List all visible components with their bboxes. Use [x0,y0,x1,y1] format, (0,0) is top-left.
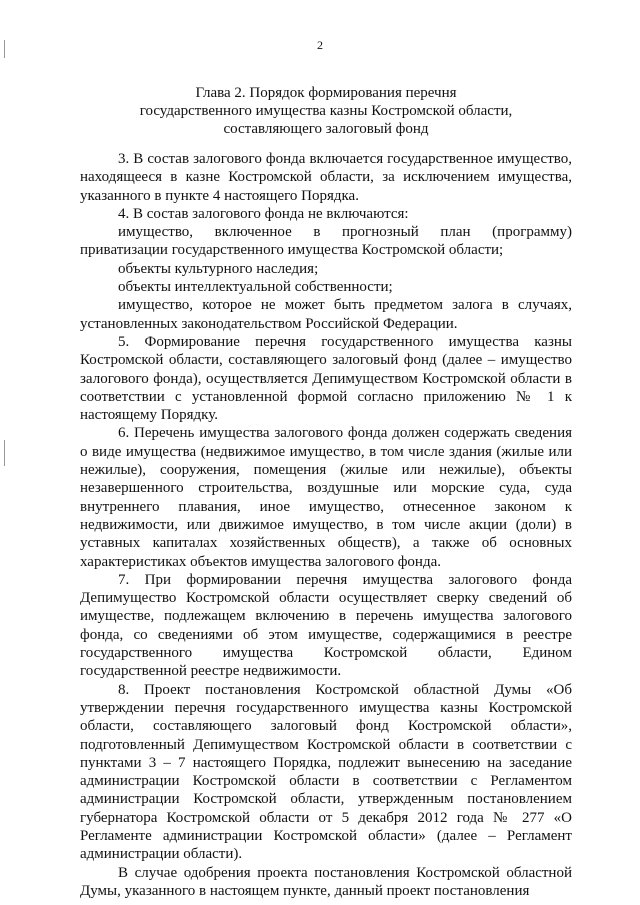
paragraph-item-4: 4. В состав залогового фонда не включаются: [118,205,409,222]
page-number: 2 [317,38,323,52]
paragraph-item-7: 7. При формировании перечня имущества залогового фонда Депимущество Костромской области осуществляет сверку сведений об имуществе, подлежащем включению в перечень имущества залогового фонда, со сведениями об этом имуществе, содержащимися в реестре государственного имущества Костромской области, Едином государственной реестре недвижимости. [80,571,572,680]
paragraph-exclusion-cultural: объекты культурного наследия; [118,260,319,277]
paragraph-item-6: 6. Перечень имущества залогового фонда должен содержать сведения о виде имущества (недвижимое имущество, в том числе здания (жилые или нежилые), сооружения, помещения (жилые или нежилые), объекты незавершенного строительства, воздушные или морские суда, суда внутреннего плавания, иное имущество, отнесенное законом к недвижимости, или движимое имущество, в том числе акции (доли) в уставных капиталах хозяйственных обществ), а также об основных характеристиках объектов имущества залогового фонда. [80,425,572,570]
scan-margin-mark-middle [4,440,5,466]
paragraph-exclusion-privatization: имущество, включенное в прогнозный план (программу) приватизации государственного имущества Костромской области; [80,224,572,259]
paragraph-item-5: 5. Формирование перечня государственного имущества казны Костромской области, составляющего залоговый фонд (далее – имущество залогового фонда), осуществляется Депимуществом Костромской области в соответствии с установленной формой согласно приложению № 1 к настоящему Порядку. [80,333,572,424]
paragraph-item-8: 8. Проект постановления Костромской областной Думы «Об утверждении перечня государственного имущества казны Костромской области, составляющего залоговый фонд Костромской области», подготовленный Депимуществом Костромской области в соответствии с пунктами 3 – 7 настоящего Порядка, подлежит вынесению на заседание администрации Костромской области в соответствии с Регламентом администрации Костромской области, утвержденным постановлением губернатора Костромской области от 5 декабря 2012 года № 277 «О Регламенте администрации Костромской области» (далее – Регламент администрации области). [80,681,572,863]
chapter-heading-line-2: государственного имущества казны Костромской области, [139,103,513,119]
document-body [80,150,572,900]
chapter-heading-line-1: Глава 2. Порядок формирования перечня [195,85,457,101]
chapter-heading-line-3: составляющего залоговый фонд [223,121,429,137]
paragraph-exclusion-intellectual: объекты интеллектуальной собственности; [118,279,393,296]
paragraph-exclusion-legal: имущество, которое не может быть предметом залога в случаях, установленных законодательством Российской Федерации. [80,297,572,332]
paragraph-approval-continuation: В случае одобрения проекта постановления Костромской областной Думы, указанного в настоящем пункте, данный проект постановления [80,864,572,899]
paragraph-item-3: 3. В состав залогового фонда включается государственное имущество, находящееся в казне Костромской области, за исключением имущества, указанного в пункте 4 настоящего Порядка. [80,151,572,204]
chapter-heading [80,84,572,138]
